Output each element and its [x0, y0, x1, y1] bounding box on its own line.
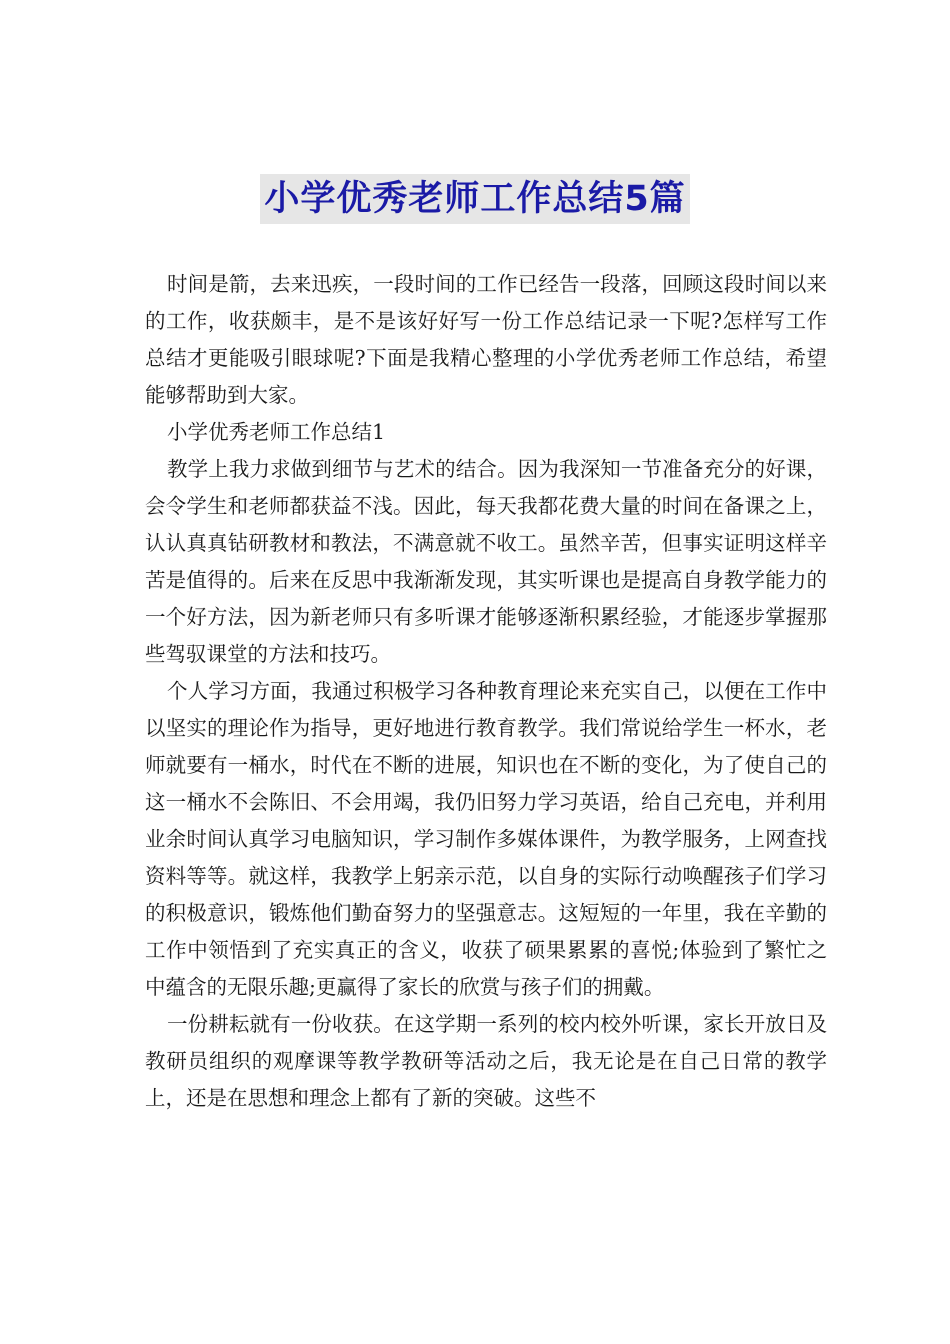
intro-paragraph: 时间是箭，去来迅疾，一段时间的工作已经告一段落，回顾这段时间以来的工作，收获颇丰，是不是该好好写一份工作总结记录一下呢?怎样写工作总结才更能吸引眼球呢?下面是我精心整理的小学优秀老师工作总结，希望能够帮助到大家。 [145, 272, 827, 407]
document-body [145, 266, 827, 1117]
body-paragraph-2: 个人学习方面，我通过积极学习各种教育理论来充实自己，以便在工作中以坚实的理论作为指导，更好地进行教育教学。我们常说给学生一杯水，老师就要有一桶水，时代在不断的进展，知识也在不断的变化，为了使自己的这一桶水不会陈旧、不会用竭，我仍旧努力学习英语，给自己充电，并利用业余时间认真学习电脑知识，学习制作多媒体课件，为教学服务，上网查找资料等等。就这样，我教学上躬亲示范，以自身的实际行动唤醒孩子们学习的积极意识，锻炼他们勤奋努力的坚强意志。这短短的一年里，我在辛勤的工作中领悟到了充实真正的含义，收获了硕果累累的喜悦;体验到了繁忙之中蕴含的无限乐趣;更赢得了家长的欣赏与孩子们的拥戴。 [145, 679, 827, 999]
body-paragraph-1: 教学上我力求做到细节与艺术的结合。因为我深知一节准备充分的好课，会令学生和老师都获益不浅。因此，每天我都花费大量的时间在备课之上，认认真真钻研教材和教法，不满意就不收工。虽然辛苦，但事实证明这样辛苦是值得的。后来在反思中我渐渐发现，其实听课也是提高自身教学能力的一个好方法，因为新老师只有多听课才能够逐渐积累经验，才能逐步掌握那些驾驭课堂的方法和技巧。 [145, 457, 827, 666]
body-paragraph-3: 一份耕耘就有一份收获。在这学期一系列的校内校外听课，家长开放日及教研员组织的观摩课等教学教研等活动之后，我无论是在自己日常的教学上，还是在思想和理念上都有了新的突破。这些不 [145, 1012, 827, 1110]
title-block [0, 174, 950, 224]
section-heading: 小学优秀老师工作总结1 [167, 420, 386, 444]
document-title: 小学优秀老师工作总结5篇 [260, 174, 689, 224]
